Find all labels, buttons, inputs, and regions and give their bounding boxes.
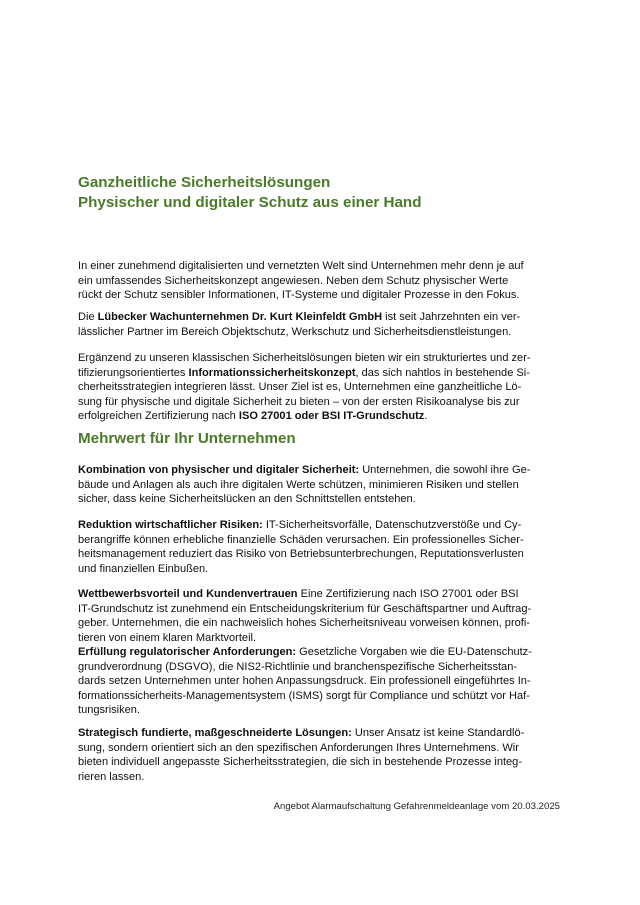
text-line: grundverordnung (DSGVO), die NIS2-Richtlinie und branchenspezifische Sicherheitsstan-	[78, 660, 518, 673]
text-line: Reduktion wirtschaftlicher Risiken: IT-Sicherheitsvorfälle, Datenschutzverstöße und Cy-	[78, 519, 522, 531]
text-line: sicher, dass keine Sicherheitslücken an den Schnittstellen entstehen.	[78, 493, 416, 506]
text-line: dards setzen Unternehmen unter hohen Anpassungsdruck. Ein professionell eingeführtes In-	[78, 675, 531, 688]
benefit-heading: Wettbewerbsvorteil und Kundenvertrauen	[78, 588, 298, 600]
text-line: cherheitsstrategien integrieren lässt. Unser Ziel ist es, Unternehmen eine ganzheitliche Lö-	[78, 381, 522, 394]
page-footer: Angebot Alarmaufschaltung Gefahrenmeldeanlage vom 20.03.2025	[273, 801, 560, 812]
text-line: formationssicherheits-Managementsystem (ISMS) sorgt für Compliance und schützt vor Haf-	[78, 689, 530, 702]
text-line: rieren lassen.	[78, 770, 145, 783]
text-line: Wettbewerbsvorteil und Kundenvertrauen Eine Zertifizierung nach ISO 27001 oder BSI	[78, 588, 519, 600]
text-line: rückt der Schutz sensibler Informationen, IT-Systeme und digitaler Prozesse in den Fokus.	[78, 289, 520, 302]
text-line: Kombination von physischer und digitaler Sicherheit: Unternehmen, die sowohl ihre Ge-	[78, 464, 531, 476]
intro-paragraph-2	[78, 310, 568, 339]
section-heading: Mehrwert für Ihr Unternehmen	[78, 430, 296, 447]
text-line: geber. Unternehmen, die ein nachweislich hohes Sicherheitsniveau vorweisen können, profi-	[78, 617, 530, 630]
benefit-combination	[78, 463, 568, 507]
page-subtitle: Physischer und digitaler Schutz aus einer Hand	[78, 194, 422, 211]
text-line: bieten individuell angepasste Sicherheitsstrategien, die sich in bestehende Prozesse integ-	[78, 756, 522, 769]
text-line: erfolgreichen Zertifizierung nach ISO 27001 oder BSI IT-Grundschutz.	[78, 410, 428, 423]
text-line: sung für physische und digitale Sicherheit zu bieten – von der ersten Risikoanalyse bis zur	[78, 395, 520, 408]
concept-term: Informationssicherheitskonzept	[188, 366, 356, 379]
benefit-heading: Strategisch fundierte, maßgeschneiderte Lösungen:	[78, 727, 352, 739]
text-line: tieren von einem klaren Marktvorteil.	[78, 631, 257, 644]
intro-paragraph-3	[78, 351, 568, 424]
benefit-heading: Erfüllung regulatorischer Anforderungen:	[78, 646, 297, 658]
text-line: tifizierungsorientiertes Informationssicherheitskonzept, das sich nahtlos in bestehende Si-	[78, 366, 530, 379]
standard-term: ISO 27001 oder BSI IT-Grundschutz	[238, 410, 425, 423]
text-line: Strategisch fundierte, maßgeschneiderte Lösungen: Unser Ansatz ist keine Standardlö-	[78, 727, 525, 739]
text-line: Ergänzend zu unseren klassischen Sicherheitslösungen bieten wir ein strukturiertes und zer-	[78, 352, 531, 364]
text-line: In einer zunehmend digitalisierten und vernetzten Welt sind Unternehmen mehr denn je auf	[78, 260, 524, 272]
benefit-tailored-solutions	[78, 726, 568, 784]
benefit-competitive-advantage	[78, 587, 568, 645]
text-line: berangriffe können erhebliche finanzielle Schäden verursachen. Ein professionelles Sicher-	[78, 533, 524, 546]
benefit-regulatory	[78, 645, 568, 718]
text-line: tungsrisiken.	[78, 704, 141, 717]
text-line: ein umfassendes Sicherheitskonzept angewiesen. Neben dem Schutz physischer Werte	[78, 274, 509, 287]
intro-paragraph-1	[78, 259, 568, 303]
text-line: Die Lübecker Wachunternehmen Dr. Kurt Kleinfeldt GmbH ist seit Jahrzehnten ein ver-	[78, 311, 521, 323]
text-line: IT-Grundschutz ist zunehmend ein Entscheidungskriterium für Geschäftspartner und Auftrag-	[78, 602, 532, 615]
benefit-risk-reduction	[78, 518, 568, 576]
text-line: Erfüllung regulatorischer Anforderungen: Gesetzliche Vorgaben wie die EU-Datenschutz-	[78, 646, 532, 658]
text-line: und finanziellen Einbußen.	[78, 562, 209, 575]
text-line: sung, sondern orientiert sich an den spezifischen Anforderungen Ihres Unternehmens. Wir	[78, 741, 519, 754]
benefit-heading: Reduktion wirtschaftlicher Risiken:	[78, 519, 263, 531]
benefit-heading: Kombination von physischer und digitaler Sicherheit:	[78, 464, 360, 476]
text-line: lässlicher Partner im Bereich Objektschutz, Werkschutz und Sicherheitsdienstleistungen.	[78, 325, 512, 338]
text-line: heitsmanagement reduziert das Risiko von Betriebsunterbrechungen, Reputationsverlusten	[78, 548, 524, 561]
page-title: Ganzheitliche Sicherheitslösungen	[78, 174, 331, 191]
company-name: Lübecker Wachunternehmen Dr. Kurt Kleinfeldt GmbH	[97, 311, 383, 323]
title-block	[78, 173, 422, 213]
text-line: bäude und Anlagen als auch ihre digitalen Werte schützen, minimieren Risiken und stellen	[78, 478, 519, 491]
